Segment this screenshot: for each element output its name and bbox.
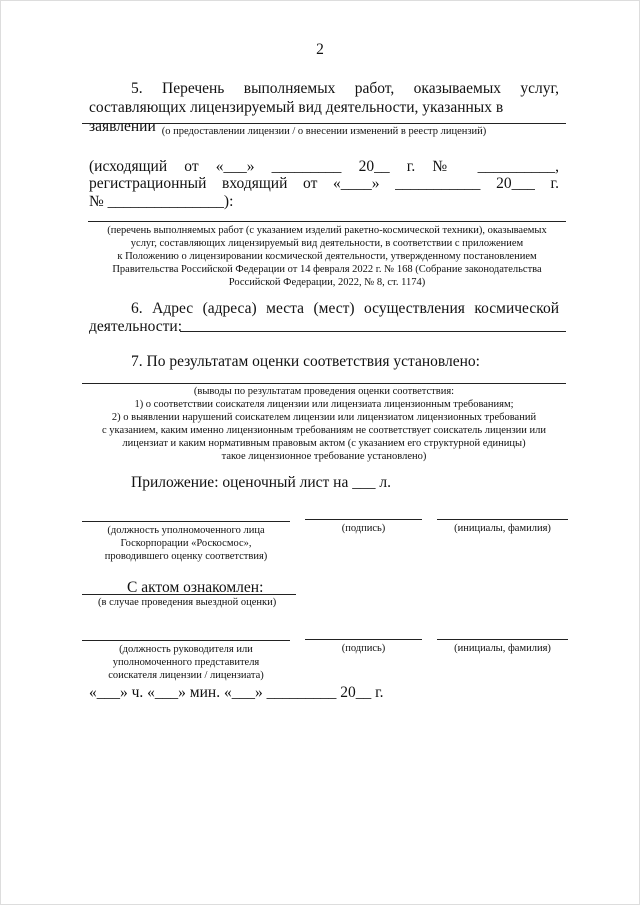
sign2-position-line: соискателя лицензии / лицензиата) (108, 670, 264, 681)
works-note-line: Российской Федерации, 2022, № 8, ст. 1174) (228, 277, 426, 288)
works-list-rule (88, 221, 566, 222)
section7-title: 7. По результатам оценки соответствия установлено: (131, 353, 480, 370)
acquainted-label: С актом ознакомлен: (127, 579, 264, 596)
sign2-name-caption: (инициалы, фамилия) (454, 643, 551, 654)
works-note-line: к Положению о лицензировании космической деятельности, утвержденному постановлением (117, 251, 537, 262)
conclusion-note-line: такое лицензионное требование установлено) (221, 451, 427, 462)
date-time-line: «___» ч. «___» мин. «___» _________ 20__ г. (89, 684, 384, 701)
sign2-position-rule (82, 640, 290, 641)
sign1-position-rule (82, 521, 290, 522)
conclusion-note-line: 1) о соответствии соискателя лицензии или лицензиата лицензионным требованиям; (134, 399, 514, 410)
sign2-signature-rule (305, 639, 422, 640)
sign2-position-caption (82, 643, 290, 682)
conclusion-note-line: с указанием, каким именно лицензионным требованиям не соответствует соискатель лицензии или (101, 425, 547, 436)
section5-line1: 5. Перечень выполняемых работ, оказываемых услуг, (131, 80, 559, 97)
appendix-line: Приложение: оценочный лист на ___ л. (131, 474, 391, 491)
works-note-line: Правительства Российской Федерации от 14 февраля 2022 г. № 168 (Собрание законодательства (112, 264, 542, 275)
works-note-line: услуг, составляющих лицензируемый вид деятельности, в соответствии с приложением (130, 238, 524, 249)
page-number: 2 (316, 41, 324, 58)
sign1-signature-caption: (подпись) (341, 523, 386, 534)
reg-line2: регистрационный входящий от «____» ___________ 20___ г. (89, 175, 559, 192)
section7-rule (82, 383, 566, 384)
sign2-signature-caption: (подпись) (341, 643, 386, 654)
acquainted-note: (в случае проведения выездной оценки) (98, 597, 277, 608)
conclusion-note-line: (выводы по результатам проведения оценки соответствия: (193, 386, 455, 397)
section7-notes (82, 385, 566, 463)
sign1-position-caption (82, 524, 290, 563)
sign2-position-line: (должность руководителя или (119, 644, 253, 655)
sign1-position-line: Госкорпорации «Роскосмос», (120, 538, 252, 549)
sign1-position-line: (должность уполномоченного лица (107, 525, 265, 536)
reg-line3: № _______________): (89, 193, 234, 210)
sign1-signature-rule (305, 519, 422, 520)
acquainted-rule (82, 594, 296, 595)
section6-line1: 6. Адрес (адреса) места (мест) осуществления космической (131, 300, 559, 317)
address-fill-line (180, 331, 566, 332)
sign1-name-caption: (инициалы, фамилия) (454, 523, 551, 534)
sign2-position-line: уполномоченного представителя (112, 657, 260, 668)
section5-rule (82, 123, 566, 124)
conclusion-note-line: лицензиат и каким нормативным правовым актом (с указанием его структурной единицы) (122, 438, 526, 449)
section6-line2: деятельности: (89, 318, 183, 335)
section5-note: (о предоставлении лицензии / о внесении изменений в реестр лицензий) (161, 126, 487, 137)
sign2-name-rule (437, 639, 568, 640)
sign1-position-line: проводившего оценку соответствия) (104, 551, 268, 562)
section5-line2: составляющих лицензируемый вид деятельности, указанных в заявлении (89, 99, 504, 135)
conclusion-note-line: 2) о выявлении нарушений соискателем лицензии или лицензиатом лицензионных требований (111, 412, 537, 423)
reg-line1: (исходящий от «___» _________ 20__ г. № __________, (89, 158, 559, 175)
sign1-name-rule (437, 519, 568, 520)
works-note-line: (перечень выполняемых работ (с указанием изделий ракетно-космической техники), оказываемых (107, 225, 547, 236)
works-list-note (88, 224, 566, 289)
